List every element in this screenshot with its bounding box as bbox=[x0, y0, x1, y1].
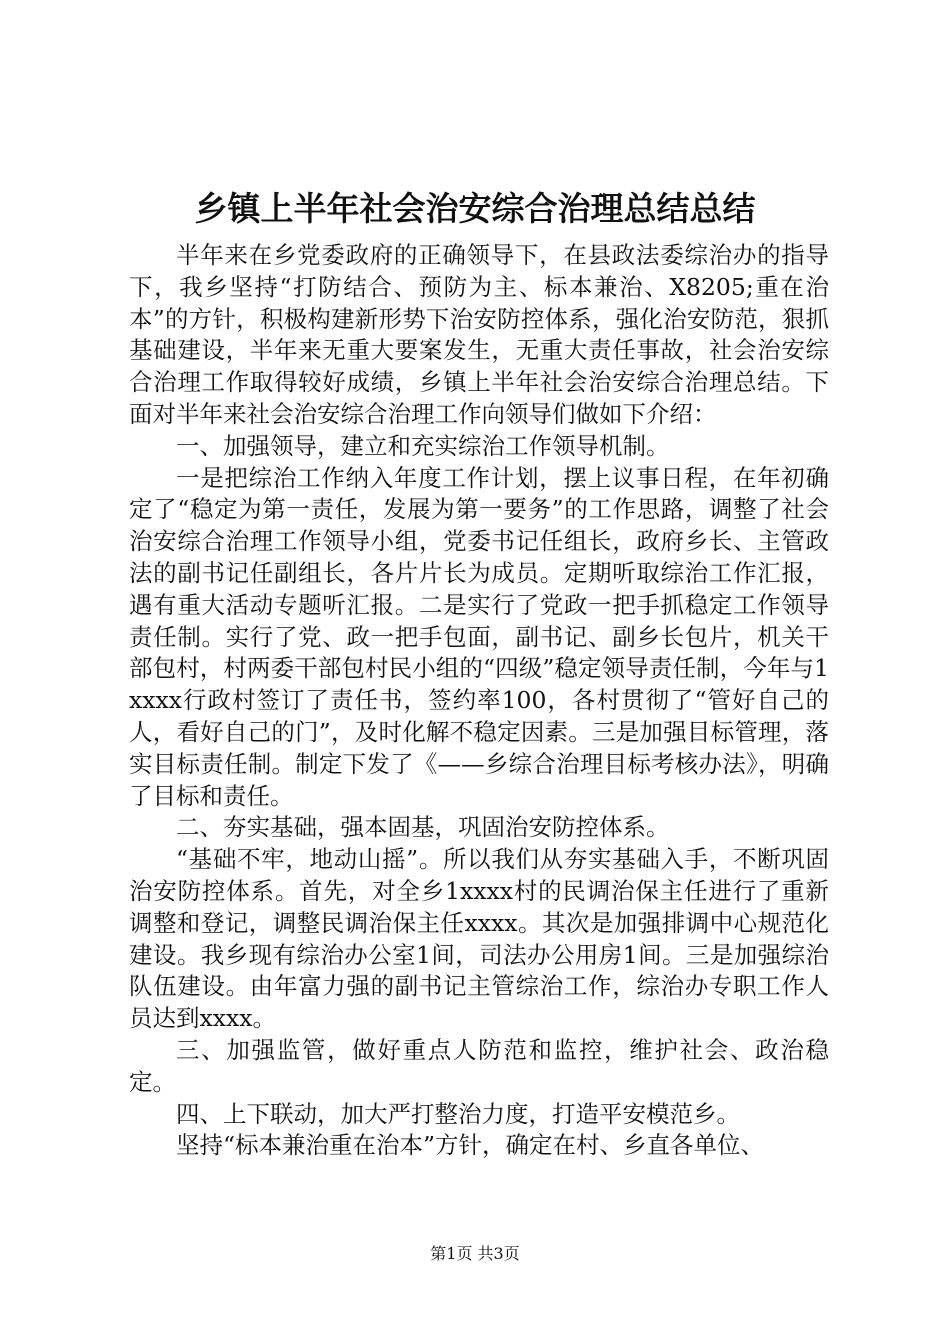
document-body bbox=[129, 240, 829, 1162]
heading-section-3: 三、加强监管，做好重点人防范和监控，维护社会、政治稳定。 bbox=[129, 1035, 829, 1096]
document-title: 乡镇上半年社会治安综合治理总结总结 bbox=[194, 189, 756, 228]
paragraph-section-4: 坚持“标本兼治重在治本”方针，确定在村、乡直各单位、 bbox=[176, 1131, 765, 1160]
heading-section-1: 一、加强领导，建立和充实综治工作领导机制。 bbox=[176, 431, 670, 460]
heading-section-2: 二、夯实基础，强本固基，巩固治安防控体系。 bbox=[176, 813, 670, 842]
paragraph-section-2: “基础不牢，地动山摇”。所以我们从夯实基础入手，不断巩固治安防控体系。首先，对全乡1xxxx村的民调治保主任进行了重新调整和登记，调整民调治保主任xxxx。其次是加强排调中心规范化建设。我乡现有综治办公室1间，司法办公用房1间。三是加强综治队伍建设。由年富力强的副书记主管综治工作，综治办专职工作人员达到xxxx。 bbox=[129, 845, 829, 1033]
paragraph-section-1: 一是把综治工作纳入年度工作计划，摆上议事日程，在年初确定了“稳定为第一责任，发展为第一要务”的工作思路，调整了社会治安综合治理工作领导小组，党委书记任组长，政府乡长、主管政法的副书记任副组长，各片片长为成员。定期听取综治工作汇报，遇有重大活动专题听汇报。二是实行了党政一把手抓稳定工作领导责任制。实行了党、政一把手包面，副书记、副乡长包片，机关干部包村，村两委干部包村民小组的“四级”稳定领导责任制，今年与1xxxx行政村签订了责任书，签约率100，各村贯彻了“管好自己的人，看好自己的门”，及时化解不稳定因素。三是加强目标管理，落实目标责任制。制定下发了《——乡综合治理目标考核办法》，明确了目标和责任。 bbox=[129, 463, 829, 810]
page-indicator: 第1页 共3页 bbox=[430, 1244, 520, 1263]
paragraph-intro: 半年来在乡党委政府的正确领导下，在县政法委综治办的指导下，我乡坚持“打防结合、预防为主、标本兼治、X8205;重在治本”的方针，积极构建新形势下治安防控体系，强化治安防范，狠抓基础建设，半年来无重大要案发生，无重大责任事故，社会治安综合治理工作取得较好成绩，乡镇上半年社会治安综合治理总结。下面对半年来社会治安综合治理工作向领导们做如下介绍： bbox=[129, 241, 829, 428]
heading-section-4: 四、上下联动，加大严打整治力度，打造平安模范乡。 bbox=[176, 1099, 740, 1128]
